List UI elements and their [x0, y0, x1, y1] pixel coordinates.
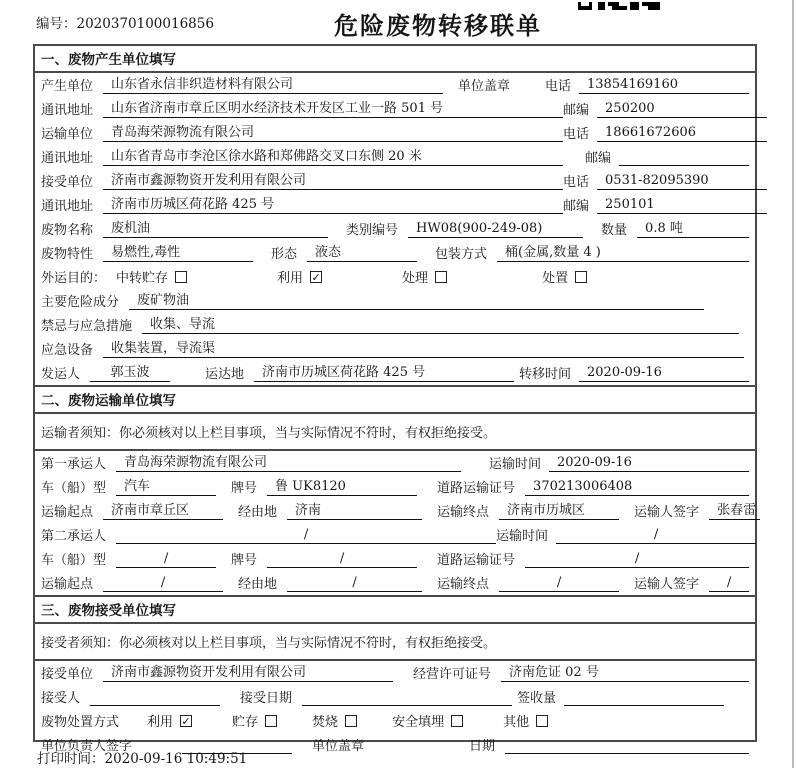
emergency-equipment-row — [35, 337, 755, 361]
sign-date-label: 日期 — [469, 739, 496, 754]
qr-code-icon — [578, 0, 662, 9]
checkbox-icon — [536, 715, 548, 727]
transfer-time-value: 2020-09-16 — [579, 365, 749, 382]
disposal-option-burn: 焚烧 — [312, 711, 357, 730]
form-value: 液态 — [307, 241, 417, 262]
quantity-value: 0.8 吨 — [637, 217, 749, 238]
sign-date-value — [505, 739, 749, 754]
transfer-time-label: 转移时间 — [518, 367, 571, 382]
purpose-option-storage: 中转贮存 — [116, 267, 187, 286]
received-qty-value — [564, 691, 724, 706]
category-code-value: HW08(900-249-08) — [408, 221, 583, 238]
taboo-measures-row — [35, 313, 755, 337]
waste-property-value: 易燃性,毒性 — [103, 241, 253, 262]
destination-value: 济南市历城区荷花路 425 号 — [254, 361, 514, 382]
carrier-sign-label: 运输人签字 — [634, 505, 700, 520]
receiver-address-row — [35, 193, 755, 217]
producer-unit-value: 山东省永信非织造材料有限公司 — [103, 73, 443, 94]
plate2-label: 牌号 — [231, 553, 258, 568]
route2-row — [35, 571, 755, 595]
producer-phone-label: 电话 — [544, 79, 571, 94]
section3-header: 三、废物接受单位填写 — [35, 595, 755, 624]
doc-number-value: 2020370100016856 — [76, 16, 214, 32]
dispatch-row — [35, 361, 755, 385]
destination-label: 运达地 — [205, 367, 245, 382]
manifest-table — [33, 44, 757, 754]
page-edge-divider — [792, 0, 794, 768]
print-time-value: 2020-09-16 10:49:51 — [104, 751, 248, 767]
transport-time2-label: 运输时间 — [496, 529, 549, 544]
producer-unit-row — [35, 73, 755, 97]
checkbox-icon — [575, 271, 587, 283]
transport-unit-label: 运输单位 — [41, 127, 94, 142]
checkbox-checked-icon: ✓ — [311, 270, 321, 284]
dispatcher-value: 郭玉波 — [90, 361, 170, 382]
checkbox-icon — [435, 271, 447, 283]
producer-zip-value: 250200 — [597, 101, 767, 118]
receiver-phone-value: 0531-82095390 — [597, 173, 767, 190]
disposal-method-label: 废物处置方式 — [41, 715, 120, 730]
vehicle-type-value: 汽车 — [116, 475, 216, 496]
route2-end-value: / — [499, 575, 619, 592]
transport-zip-label: 邮编 — [584, 151, 611, 166]
transfer-purpose-row — [35, 265, 755, 289]
road-permit2-label: 道路运输证号 — [437, 553, 516, 568]
receiver-unit-value: 济南市鑫源物资开发利用有限公司 — [103, 169, 563, 190]
taboo-measures-label: 禁忌与应急措施 — [41, 319, 133, 334]
second-carrier-label: 第二承运人 — [41, 529, 107, 544]
waste-property-row — [35, 241, 755, 265]
producer-address-value: 山东省济南市章丘区明水经济技术开发区工业一路 501 号 — [103, 97, 563, 118]
accept-date-label: 接受日期 — [240, 691, 293, 706]
unit-seal2-label: 单位盖章 — [312, 739, 365, 754]
receiver-address-label: 通讯地址 — [41, 199, 94, 214]
route-end-label: 运输终点 — [437, 505, 490, 520]
transport-time-label: 运输时间 — [488, 457, 541, 472]
second-carrier-value: / — [116, 527, 496, 544]
checkbox-checked-icon: ✓ — [181, 714, 191, 728]
license-label: 经营许可证号 — [413, 667, 492, 682]
route-via-label: 经由地 — [238, 505, 278, 520]
route2-end-label: 运输终点 — [437, 577, 490, 592]
transporter-notice: 运输者须知：你必须核对以上栏目事项，当与实际情况不符时，有权拒绝接受。 — [35, 414, 755, 451]
vehicle2-row — [35, 547, 755, 571]
plate2-value: / — [267, 551, 417, 568]
vehicle1-row — [35, 475, 755, 499]
hazard-component-value: 废矿物油 — [129, 289, 704, 310]
receiver-address-value: 济南市历城区荷花路 425 号 — [103, 193, 563, 214]
route-end-value: 济南市历城区 — [499, 499, 619, 520]
route-via-value: 济南 — [287, 499, 422, 520]
receiver-unit-label: 接受单位 — [41, 175, 94, 190]
first-carrier-value: 青岛海荣源物流有限公司 — [116, 451, 461, 472]
receiver-unit-row — [35, 169, 755, 193]
license-value: 济南危证 02 号 — [501, 661, 749, 682]
road-permit-value: 370213006408 — [525, 479, 749, 496]
dispatcher-label: 发运人 — [41, 367, 81, 382]
transport-time-value: 2020-09-16 — [549, 455, 749, 472]
transport-address-value: 山东省青岛市李沧区徐水路和郑佛路交叉口东侧 20 米 — [103, 145, 563, 166]
accept-unit-value: 济南市鑫源物资开发利用有限公司 — [103, 661, 393, 682]
checkbox-icon — [345, 715, 357, 727]
transport-time2-value: / — [556, 527, 756, 544]
route2-via-label: 经由地 — [238, 577, 278, 592]
form-label: 形态 — [271, 247, 298, 262]
receiver-phone-label: 电话 — [563, 175, 590, 190]
purpose-option-use: 利用 ✓ — [277, 270, 321, 286]
waste-name-row — [35, 217, 755, 241]
section2-header: 二、废物运输单位填写 — [35, 385, 755, 414]
vehicle-type2-value: / — [116, 551, 216, 568]
vehicle-type2-label: 车（船）型 — [41, 553, 107, 568]
transport-phone-value: 18661672606 — [597, 125, 767, 142]
second-carrier-row — [35, 523, 755, 547]
transfer-purpose-label: 外运目的： — [41, 271, 107, 286]
carrier2-sign-value: / — [709, 575, 749, 592]
waste-name-value: 废机油 — [103, 217, 328, 238]
transport-address-label: 通讯地址 — [41, 151, 94, 166]
doc-number — [36, 12, 214, 32]
disposal-method-row — [35, 709, 755, 733]
first-carrier-label: 第一承运人 — [41, 457, 107, 472]
packing-label: 包装方式 — [435, 247, 488, 262]
accept-person-value — [90, 691, 220, 706]
road-permit2-value: / — [525, 551, 749, 568]
receiver-zip-value: 250101 — [597, 197, 767, 214]
emergency-equipment-value: 收集装置，导流渠 — [103, 337, 744, 358]
accept-person-row — [35, 685, 755, 709]
accept-unit-row — [35, 661, 755, 685]
producer-zip-label: 邮编 — [563, 103, 590, 118]
route2-start-label: 运输起点 — [41, 577, 94, 592]
checkbox-icon — [265, 715, 277, 727]
disposal-option-landfill: 安全填埋 — [392, 711, 463, 730]
route2-via-value: / — [287, 575, 422, 592]
route-start-value: 济南市章丘区 — [103, 499, 223, 520]
producer-address-row — [35, 97, 755, 121]
producer-phone-value: 13854169160 — [579, 77, 749, 94]
carrier-sign-value: 张春雷 — [709, 499, 760, 520]
producer-unit-label: 产生单位 — [41, 79, 94, 94]
purpose-option-treat: 处理 — [402, 267, 447, 286]
producer-address-label: 通讯地址 — [41, 103, 94, 118]
waste-property-label: 废物特性 — [41, 247, 94, 262]
doc-number-label: 编号： — [36, 16, 77, 32]
purpose-option-dispose: 处置 — [542, 267, 587, 286]
receiver-notice: 接受者须知：你必须核对以上栏目事项，当与实际情况不符时，有权拒绝接受。 — [35, 624, 755, 661]
transport-unit-row — [35, 121, 755, 145]
disposal-option-use: 利用 ✓ — [147, 714, 191, 730]
first-carrier-row — [35, 451, 755, 475]
route1-row — [35, 499, 755, 523]
disposal-option-storage: 贮存 — [232, 711, 277, 730]
page-title: 危险废物转移联单 — [334, 11, 542, 40]
accept-person-label: 接受人 — [41, 691, 81, 706]
accept-unit-label: 接受单位 — [41, 667, 94, 682]
responsible-sign-label: 单位负责人签字 — [41, 739, 133, 754]
section1-header: 一、废物产生单位填写 — [35, 46, 755, 73]
transport-phone-label: 电话 — [563, 127, 590, 142]
transport-zip-value — [619, 151, 749, 166]
hazard-component-row — [35, 289, 755, 313]
checkbox-icon — [175, 271, 187, 283]
transport-address-row — [35, 145, 755, 169]
print-time-label: 打印时间： — [37, 751, 105, 767]
waste-name-label: 废物名称 — [41, 223, 94, 238]
plate-value: 鲁 UK8120 — [267, 475, 417, 496]
checkbox-icon — [451, 715, 463, 727]
packing-value: 桶(金属,数量 4 ) — [497, 241, 749, 262]
disposal-option-other: 其他 — [503, 711, 548, 730]
print-time — [37, 747, 247, 767]
quantity-label: 数量 — [601, 223, 628, 238]
hazard-component-label: 主要危险成分 — [41, 295, 120, 310]
transport-unit-value: 青岛海荣源物流有限公司 — [103, 121, 563, 142]
vehicle-type-label: 车（船）型 — [41, 481, 107, 496]
accept-date-value — [302, 691, 512, 706]
taboo-measures-value: 收集、导流 — [142, 313, 739, 334]
emergency-equipment-label: 应急设备 — [41, 343, 94, 358]
unit-seal-label: 单位盖章 — [458, 79, 511, 94]
receiver-zip-label: 邮编 — [563, 199, 590, 214]
road-permit-label: 道路运输证号 — [437, 481, 516, 496]
route2-start-value: / — [103, 575, 223, 592]
carrier2-sign-label: 运输人签字 — [634, 577, 700, 592]
received-qty-label: 签收量 — [516, 691, 556, 706]
category-code-label: 类别编号 — [346, 223, 399, 238]
route-start-label: 运输起点 — [41, 505, 94, 520]
plate-label: 牌号 — [231, 481, 258, 496]
